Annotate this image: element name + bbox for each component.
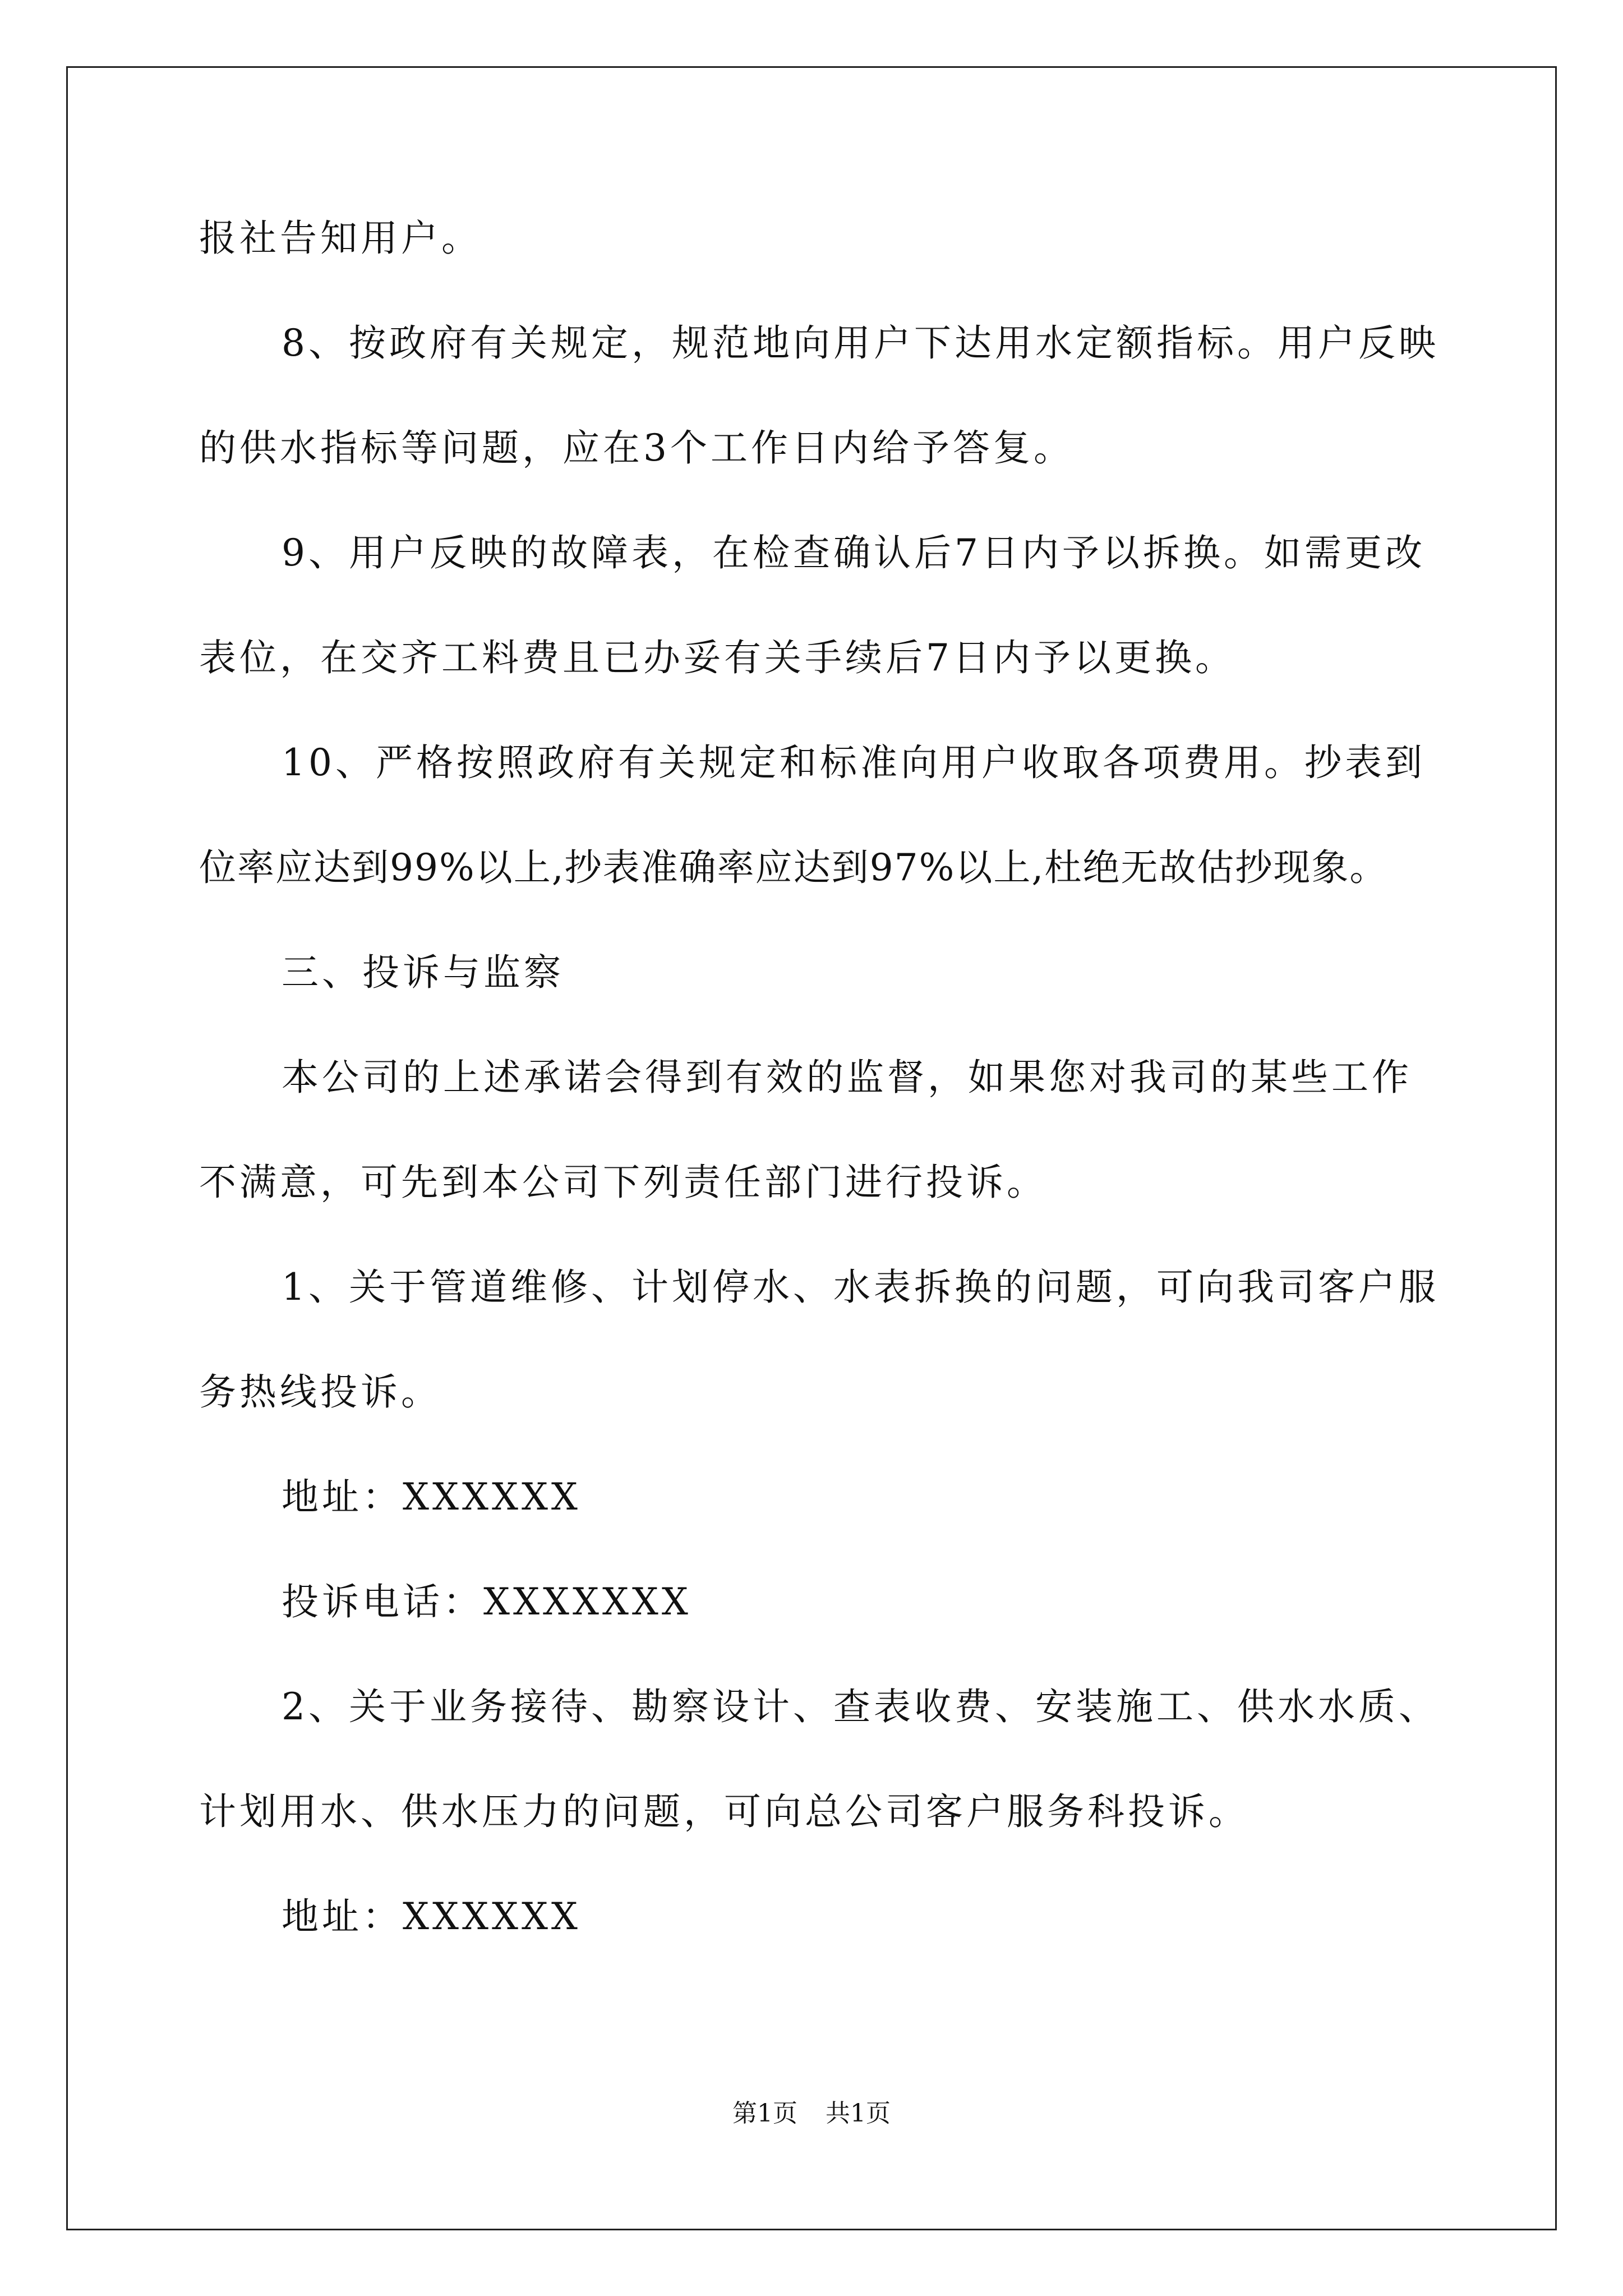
text-line: 位率应达到99%以上,抄表准确率应达到97%以上,杜绝无故估抄现象。 — [199, 846, 1388, 889]
text-line: 10、严格按照政府有关规定和标准向用户收取各项费用。抄表到 — [282, 741, 1426, 784]
phone-line: 投诉电话：XXXXXXX — [282, 1580, 691, 1623]
section-heading: 三、投诉与监察 — [282, 951, 564, 994]
address-line: 地址：XXXXXX — [282, 1895, 581, 1938]
text-line: 不满意，可先到本公司下列责任部门进行投诉。 — [199, 1161, 1047, 1204]
text-line: 本公司的上述承诺会得到有效的监督，如果您对我司的某些工作 — [282, 1056, 1412, 1099]
page-footer — [0, 2097, 1623, 2131]
page-number: 第1页 — [732, 2099, 797, 2128]
text-line: 的供水指标等问题，应在3个工作日内给予答复。 — [199, 426, 1074, 470]
text-line: 务热线投诉。 — [199, 1370, 441, 1414]
page-total: 共1页 — [826, 2099, 891, 2128]
text-line: 1、关于管道维修、计划停水、水表拆换的问题，可向我司客户服 — [282, 1266, 1439, 1309]
text-line: 表位，在交齐工料费且已办妥有关手续后7日内予以更换。 — [199, 636, 1235, 679]
text-line: 报社告知用户。 — [199, 217, 482, 260]
text-line: 2、关于业务接待、勘察设计、查表收费、安装施工、供水水质、 — [282, 1685, 1439, 1728]
text-line: 8、按政府有关规定，规范地向用户下达用水定额指标。用户反映 — [282, 321, 1439, 365]
text-line: 9、用户反映的故障表，在检查确认后7日内予以拆换。如需更改 — [282, 531, 1426, 574]
text-line: 计划用水、供水压力的问题，可向总公司客户服务科投诉。 — [199, 1790, 1249, 1833]
address-line: 地址：XXXXXX — [282, 1475, 581, 1519]
